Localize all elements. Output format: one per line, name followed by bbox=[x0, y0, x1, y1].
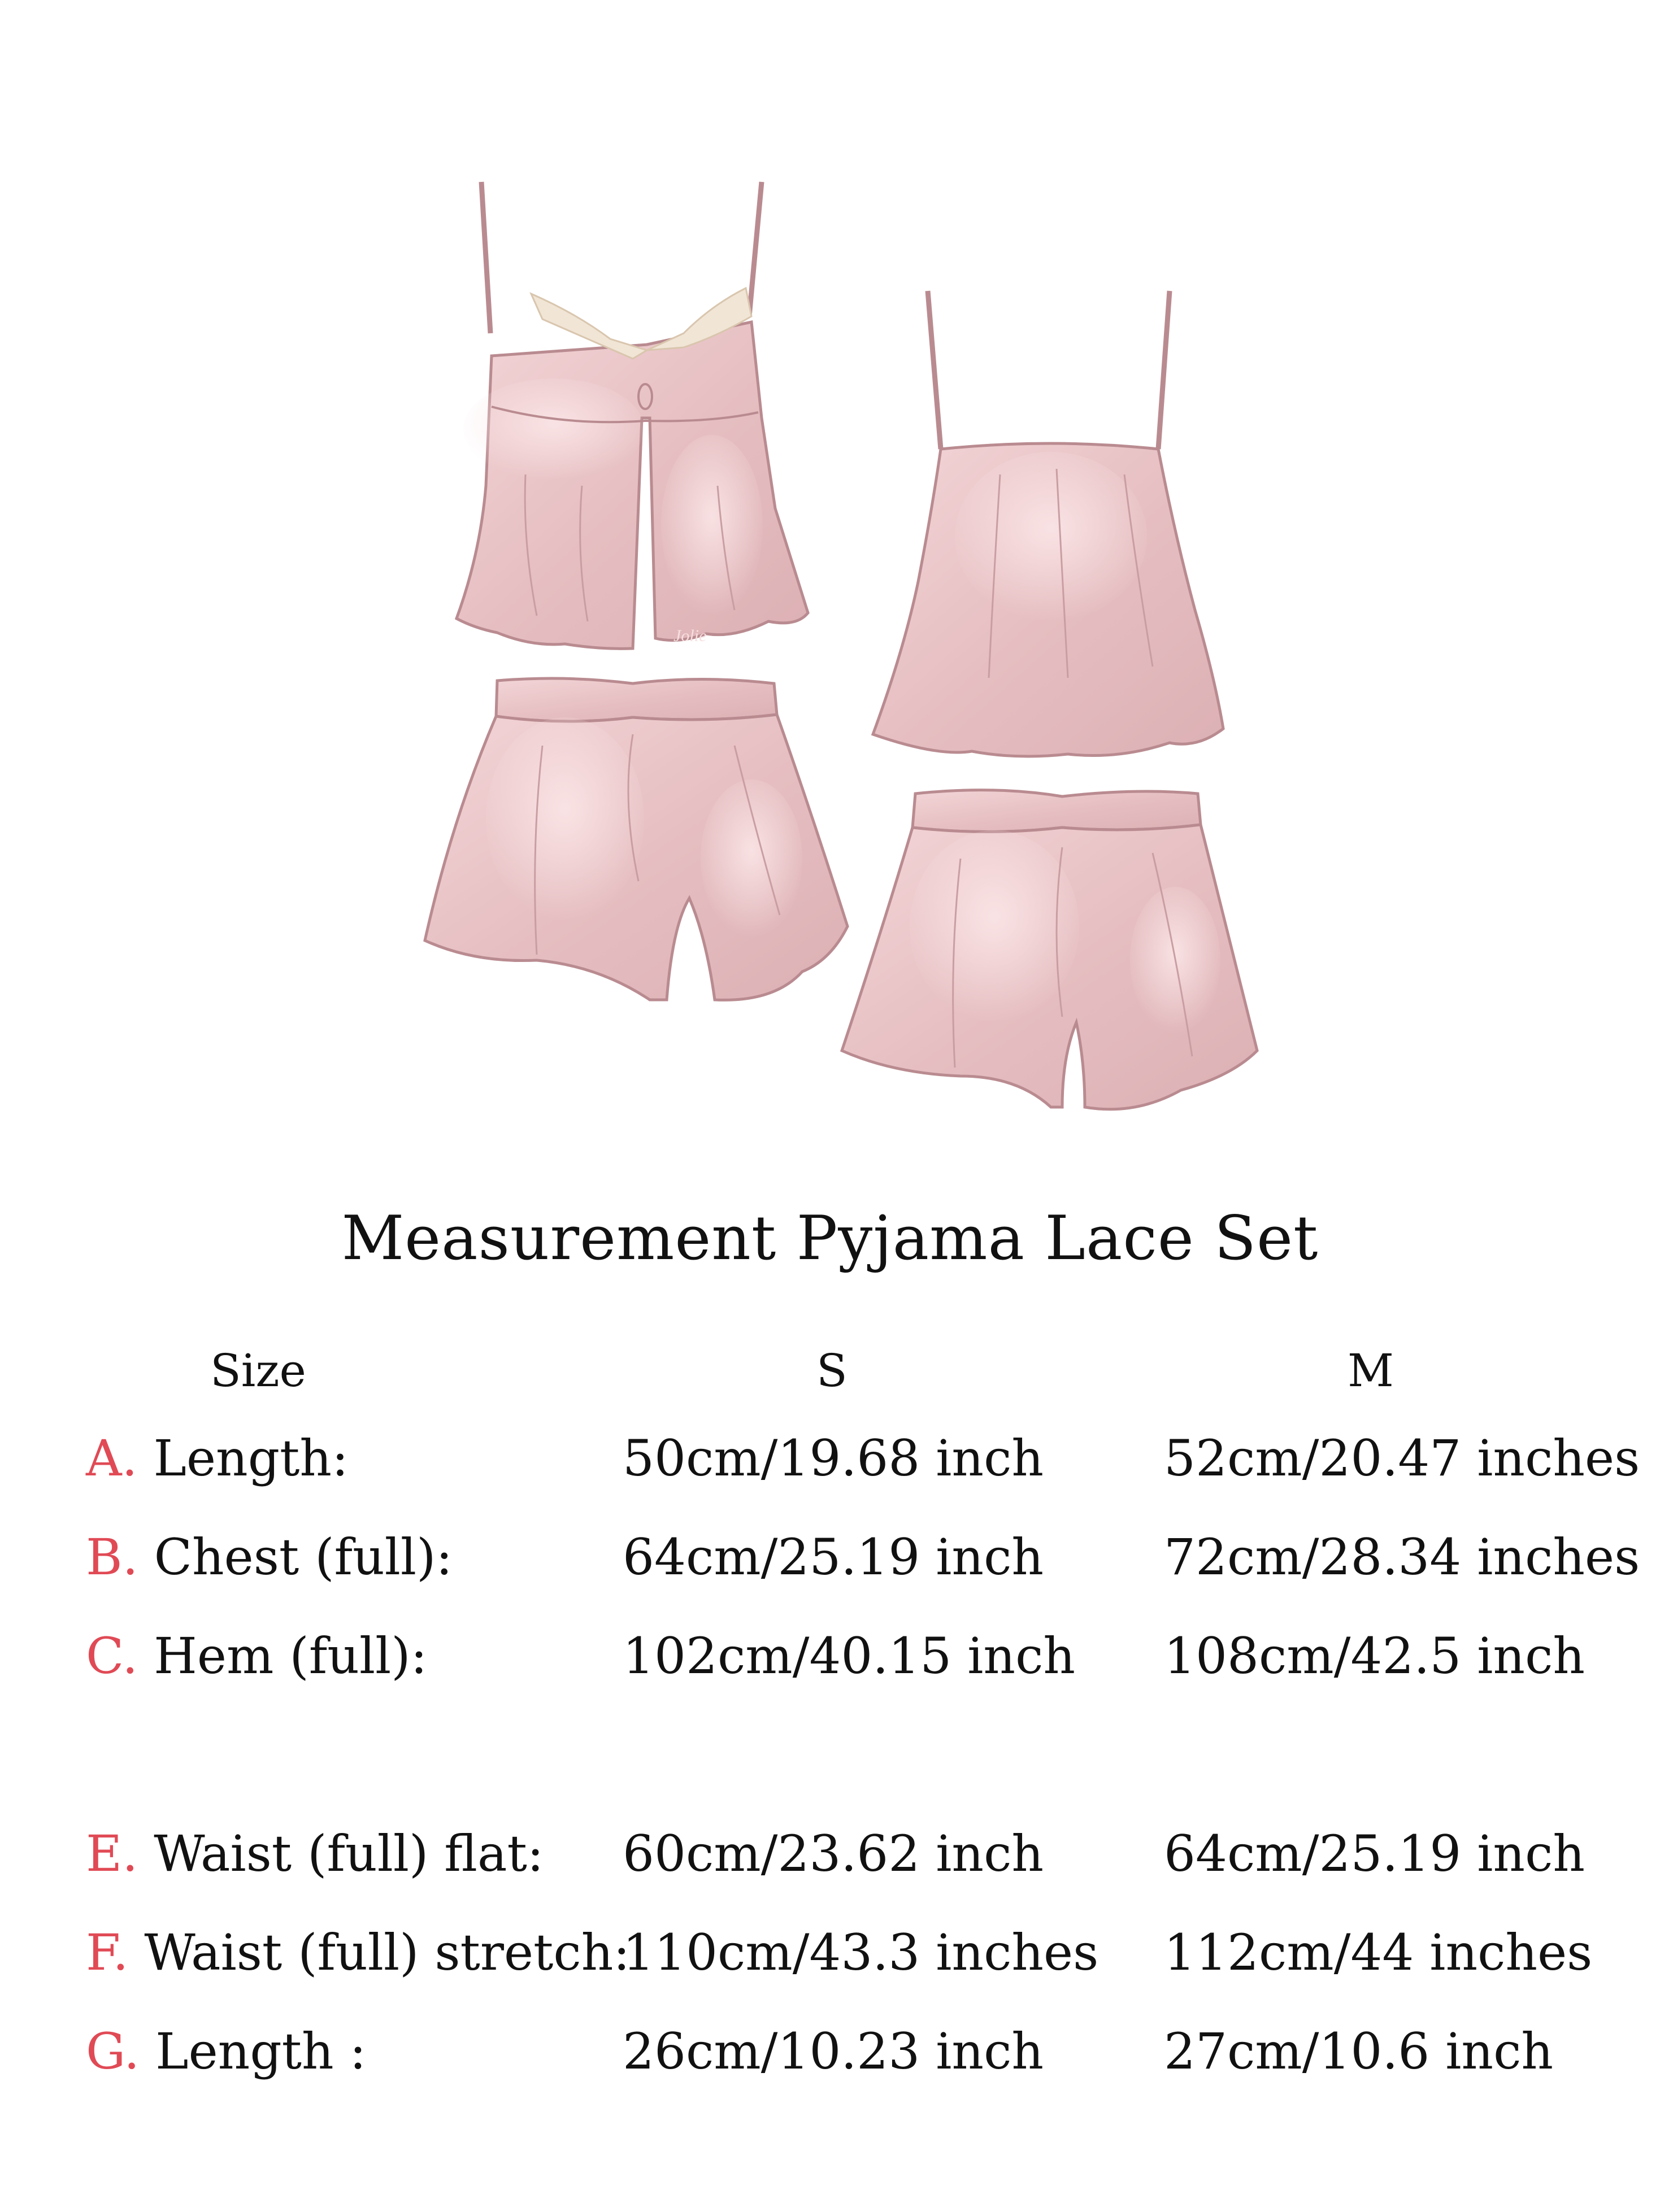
row-label bbox=[86, 1923, 630, 1982]
row-label bbox=[86, 1825, 544, 1883]
table-row bbox=[0, 2022, 1660, 2090]
table-header bbox=[0, 1344, 1660, 1412]
value-s: 26cm/10.23 inch bbox=[623, 2022, 1044, 2080]
value-m: 27cm/10.6 inch bbox=[1164, 2022, 1554, 2080]
back-camisole bbox=[873, 291, 1223, 756]
size-header: Size bbox=[210, 1344, 306, 1397]
value-s: 102cm/40.15 inch bbox=[623, 1627, 1076, 1685]
front-shorts bbox=[425, 678, 848, 1000]
row-label bbox=[86, 1429, 349, 1487]
value-s: 110cm/43.3 inches bbox=[623, 1923, 1099, 1982]
row-letter: G. bbox=[86, 2022, 140, 2080]
value-m: 72cm/28.34 inches bbox=[1164, 1528, 1640, 1586]
value-m: 64cm/25.19 inch bbox=[1164, 1825, 1585, 1883]
row-letter: C. bbox=[86, 1627, 138, 1685]
row-label-text: Waist (full) stretch: bbox=[144, 1923, 631, 1982]
row-label-text: Length: bbox=[153, 1429, 349, 1487]
table-row bbox=[0, 1429, 1660, 1497]
row-label bbox=[86, 2022, 366, 2080]
row-label-text: Waist (full) flat: bbox=[154, 1825, 544, 1883]
page-title: Measurement Pyjama Lace Set bbox=[341, 1203, 1319, 1274]
value-m: 112cm/44 inches bbox=[1164, 1923, 1593, 1982]
table-row bbox=[0, 1923, 1660, 1991]
row-label bbox=[86, 1627, 427, 1685]
table-row bbox=[0, 1627, 1660, 1695]
row-letter: A. bbox=[86, 1429, 138, 1487]
value-m: 52cm/20.47 inches bbox=[1164, 1429, 1640, 1487]
row-label-text: Hem (full): bbox=[154, 1627, 428, 1685]
row-letter: F. bbox=[86, 1923, 129, 1982]
value-s: 50cm/19.68 inch bbox=[623, 1429, 1044, 1487]
value-s: 60cm/23.62 inch bbox=[623, 1825, 1044, 1883]
row-label-text: Length : bbox=[155, 2022, 367, 2080]
row-letter: B. bbox=[86, 1528, 138, 1586]
row-label-text: Chest (full): bbox=[154, 1528, 453, 1586]
back-shorts bbox=[842, 790, 1257, 1109]
row-letter: E. bbox=[86, 1825, 138, 1883]
logo-mark: Jolie bbox=[673, 626, 707, 645]
front-camisole bbox=[457, 182, 808, 648]
value-m: 108cm/42.5 inch bbox=[1164, 1627, 1585, 1685]
table-row bbox=[0, 1825, 1660, 1892]
size-m-header: M bbox=[1348, 1344, 1394, 1397]
value-s: 64cm/25.19 inch bbox=[623, 1528, 1044, 1586]
size-s-header: S bbox=[816, 1344, 848, 1397]
row-label bbox=[86, 1528, 453, 1586]
table-row bbox=[0, 1528, 1660, 1596]
